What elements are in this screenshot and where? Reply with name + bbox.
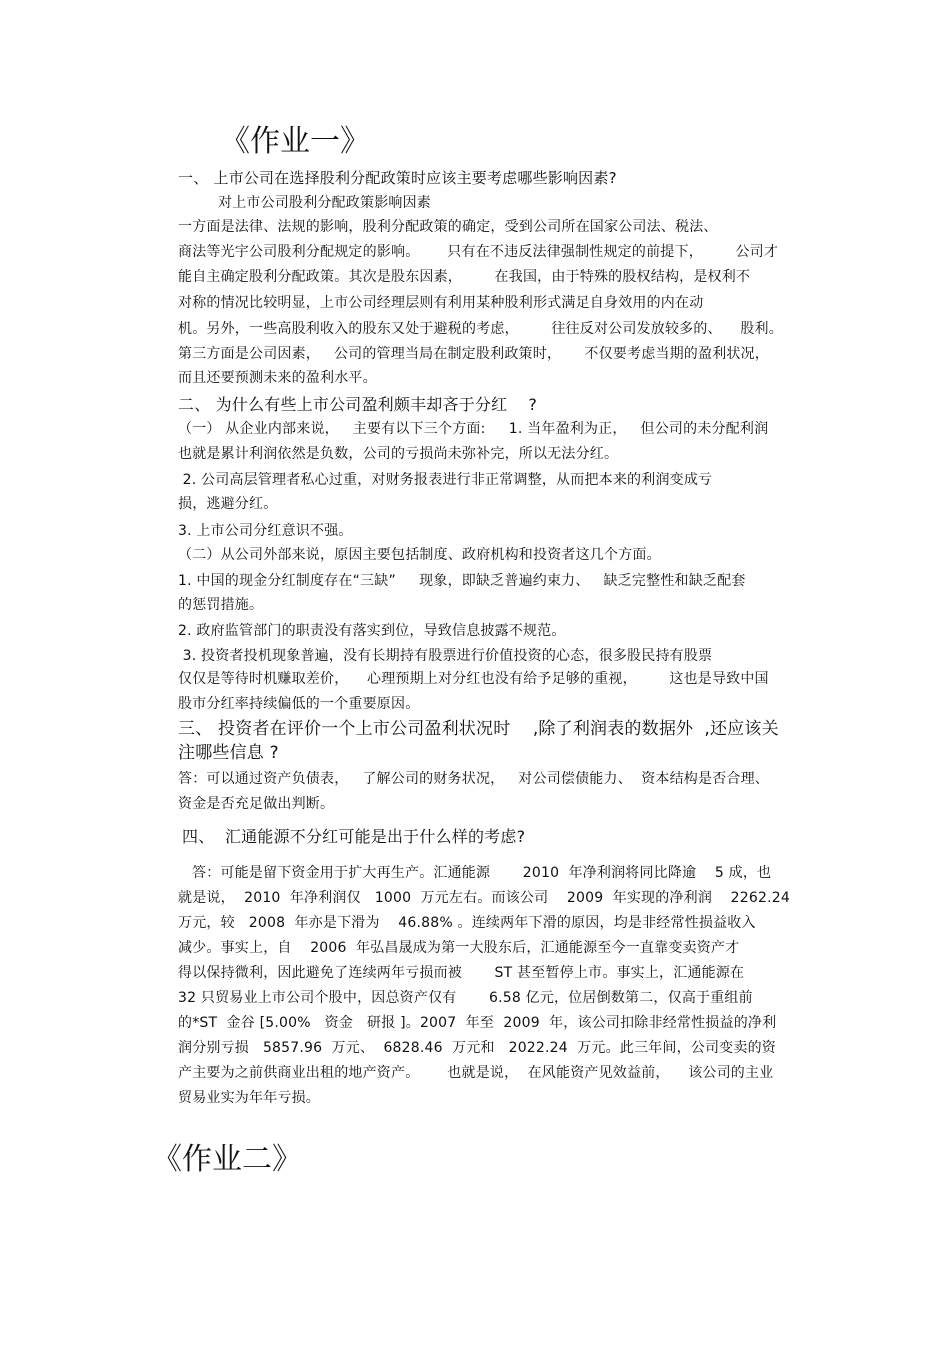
question-one-heading: 一、 上市公司在选择股利分配政策时应该主要考虑哪些影响因素?	[178, 169, 617, 187]
answer-two-line: 损，逃避分红。	[178, 496, 278, 512]
answer-one-line: 而且还要预测未来的盈利水平。	[178, 370, 377, 386]
answer-four-line: 贸易业实为年年亏损。	[178, 1090, 320, 1106]
answer-four-line: 32 只贸易业上市公司个股中，因总资产仅有 6.58 亿元，位居倒数第二，仅高于重组前	[178, 990, 753, 1006]
answer-one-line: 商法等光宇公司股利分配规定的影响。 只有在不违反法律强制性规定的前提下， 公司才	[178, 244, 779, 260]
answer-one-line: 对称的情况比较明显，上市公司经理层则有利用某种股利形式满足自身效用的内在动	[178, 295, 704, 311]
answer-one-line: 能自主确定股利分配政策。其次是股东因素， 在我国，由于特殊的股权结构，是权利不	[178, 269, 751, 285]
answer-four-line: 得以保持微利，因此避免了连续两年亏损而被 ST 甚至暂停上市。事实上，汇通能源在	[178, 965, 745, 981]
answer-three-line: 资金是否充足做出判断。	[178, 796, 335, 812]
answer-four-line: 的*ST 金谷 [5.00% 资金 研报 ]。2007 年至 2009 年，该公司扣除非经常性损益的净利	[178, 1015, 777, 1031]
answer-two-line: 的惩罚措施。	[178, 597, 264, 613]
homework-two-title: 《作业二》	[152, 1142, 302, 1177]
answer-four-line: 减少。事实上，自 2006 年弘昌晟成为第一大股东后，汇通能源至今一直靠变卖资产才	[178, 940, 740, 956]
answer-one-line: 机。另外，一些高股利收入的股东又处于避税的考虑， 往往反对公司发放较多的、 股利。	[178, 321, 783, 337]
homework-one-title: 《作业一》	[220, 124, 370, 159]
answer-two-line: （二）从公司外部来说，原因主要包括制度、政府机构和投资者这几个方面。	[178, 547, 661, 563]
answer-four-line: 润分别亏损 5857.96 万元、 6828.46 万元和 2022.24 万元。此三年间，公司变卖的资	[178, 1040, 776, 1056]
answer-four-line: 答：可能是留下资金用于扩大再生产。汇通能源 2010 年净利润将同比降逾 5 成，也	[192, 865, 772, 881]
answer-four-line: 就是说， 2010 年净利润仅 1000 万元左右。而该公司 2009 年实现的净利润 2262.24	[178, 890, 790, 906]
answer-two-line: 也就是累计利润依然是负数，公司的亏损尚未弥补完，所以无法分红。	[178, 446, 619, 462]
question-three-heading: 注哪些信息 ?	[178, 743, 279, 763]
answer-two-line: 2. 政府监管部门的职责没有落实到位，导致信息披露不规范。	[178, 623, 566, 639]
answer-two-line: 2. 公司高层管理者私心过重，对财务报表进行非正常调整，从而把本来的利润变成亏	[178, 472, 713, 488]
answer-two-line: 3. 投资者投机现象普遍，没有长期持有股票进行价值投资的心态，很多股民持有股票	[178, 648, 713, 664]
answer-two-line: （一） 从企业内部来说， 主要有以下三个方面: 1. 当年盈利为正， 但公司的未分配利润	[178, 421, 769, 437]
question-two-heading: 二、 为什么有些上市公司盈利颇丰却吝于分红 ?	[178, 395, 538, 414]
answer-one-line: 第三方面是公司因素， 公司的管理当局在制定股利政策时， 不仅要考虑当期的盈利状况，	[178, 346, 769, 362]
answer-one-subheading: 对上市公司股利分配政策影响因素	[218, 195, 431, 211]
question-four-heading: 四、 汇通能源不分红可能是出于什么样的考虑?	[182, 827, 526, 846]
answer-one-line: 一方面是法律、法规的影响，股利分配政策的确定，受到公司所在国家公司法、税法、	[178, 219, 718, 235]
answer-two-line: 3. 上市公司分红意识不强。	[178, 523, 353, 539]
answer-two-line: 1. 中国的现金分红制度存在“三缺” 现象，即缺乏普遍约束力、 缺乏完整性和缺乏配套	[178, 573, 746, 589]
answer-two-line: 股市分红率持续偏低的一个重要原因。	[178, 696, 420, 712]
question-three-heading: 三、 投资者在评价一个上市公司盈利状况时 ,除了利润表的数据外 ,还应该关	[178, 719, 779, 739]
answer-three-line: 答：可以通过资产负债表， 了解公司的财务状况， 对公司偿债能力、 资本结构是否合理、	[178, 771, 769, 787]
answer-four-line: 产主要为之前供商业出租的地产资产。 也就是说， 在风能资产见效益前， 该公司的主业	[178, 1065, 774, 1081]
answer-two-line: 仅仅是等待时机赚取差价， 心理预期上对分红也没有给予足够的重视， 这也是导致中国	[178, 671, 769, 687]
answer-four-line: 万元，较 2008 年亦是下滑为 46.88% 。连续两年下滑的原因，均是非经常性损益收入	[178, 915, 756, 931]
